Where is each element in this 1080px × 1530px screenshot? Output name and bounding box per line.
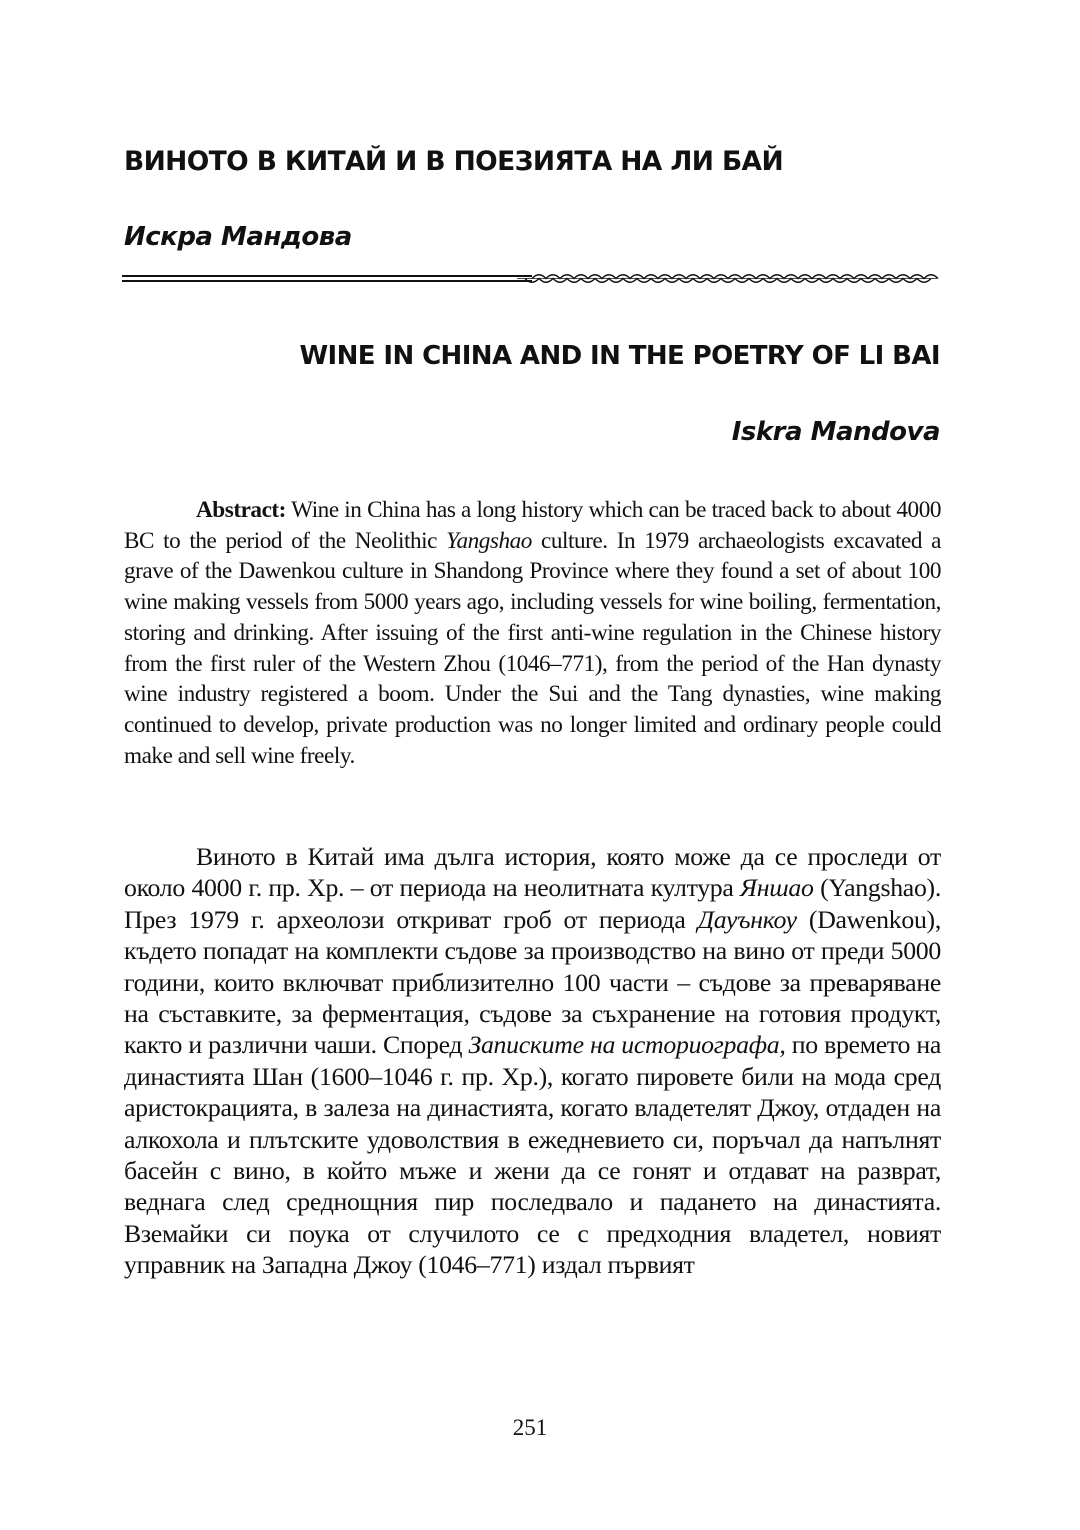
body-italic-1: Яншао bbox=[740, 873, 814, 903]
body-italic-2: Дауънкоу bbox=[697, 904, 797, 934]
body-italic-3: Записките на историографа, bbox=[468, 1030, 786, 1060]
abstract-text-2: culture. In 1979 archaeologists excavated a grave of the Dawenkou culture in Shandong Province where they found a set of about 100 wine making vessels from 5000 years ago, including vessels for wine boiling, fermentation, storing and drinking. After issuing of the first anti-wine regulation in the Chinese history from the first ruler of the Western Zhou (1046–771), from the period of the Han dynasty wine industry registered a boom. Under the Sui and the Tang dynasties, wine making continued to develop, private production was no longer limited and ordinary people could make and sell wine freely. bbox=[124, 527, 941, 769]
body-text-3: (Dawenkou), където попадат на комплекти съдове за производство на вино от преди 5000 години, които включват приблизително 100 части – съдове за преваряване на съставките, за ферментация, съдове за съхранение на готовия продукт, както и различни чаши. Според bbox=[124, 904, 942, 1060]
author-english: Iskra Mandova bbox=[731, 417, 940, 447]
abstract-text-1: Wine in China has a long history which can be traced back to about 4000 BC to the period of the Neolithic bbox=[124, 497, 941, 554]
body-text-4: по времето на династията Шан (1600–1046 г. пр. Хр.), когато пировете били на мода сред аристокрацията, в залеза на династията, когато владетелят Джоу, отдаден на алкохола и плътските удоволствия в ежедневието си, поръчал да напълнят басейн с вино, в който мъже и жени да се гонят и отдават на разврат, веднага след среднощния пир последвало и падането на династията. Вземайки си поука от случилото се с предходния владетел, новият управник на Западна Джоу (1046–771) издал първият bbox=[124, 1030, 942, 1280]
abstract-label: Abstract: bbox=[196, 497, 286, 523]
title-bulgarian: ВИНОТО В КИТАЙ И В ПОЕЗИЯТА НА ЛИ БАЙ bbox=[124, 146, 784, 177]
body-text-2: (Yangshao). През 1979 г. археолози откриват гроб от периода bbox=[124, 873, 941, 934]
ornamental-divider bbox=[122, 268, 942, 290]
abstract-culture-name: Yangshao bbox=[446, 527, 532, 554]
body-text-1: Виното в Китай има дълга история, която може да се проследи от около 4000 г. пр. Хр. – от периода на неолитната култура bbox=[124, 842, 941, 903]
title-english: WINE IN CHINA AND IN THE POETRY OF LI BAI bbox=[299, 341, 940, 371]
body-paragraph bbox=[124, 841, 941, 1281]
page-number: 251 bbox=[512, 1415, 548, 1440]
author-bulgarian: Искра Мандова bbox=[124, 222, 352, 252]
abstract-paragraph bbox=[124, 495, 941, 771]
